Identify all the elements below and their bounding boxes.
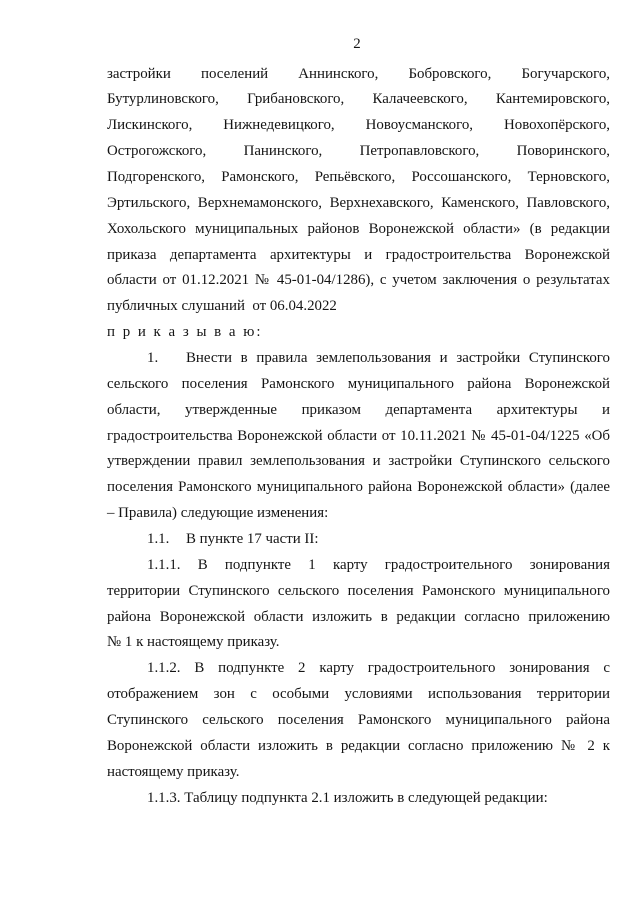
paragraph-line: Ступинского сельского поселения Рамонского муниципального района (107, 711, 610, 728)
paragraph-line: Воронежской области изложить в редакции согласно приложению № 2 к (107, 737, 610, 754)
paragraph-line: Лискинского, Нижнедевицкого, Новоусманского, Новохопёрского, (107, 117, 610, 134)
order-word: п р и к а з ы в а ю: (107, 324, 263, 341)
item-first-line (107, 346, 610, 372)
paragraph-line: В пункте 17 части II: (186, 530, 319, 547)
paragraph-line: поселения Рамонского муниципального района Воронежской области» (далее (107, 479, 610, 496)
paragraph-line: Внести в правила землепользования и застройки Ступинского (186, 349, 610, 366)
paragraph-line: – Правила) следующие изменения: (107, 505, 329, 522)
item-1 (107, 346, 610, 527)
paragraph-line: района Воронежской области изложить в редакции согласно приложению (107, 608, 610, 625)
paragraph-line: Острогожского, Панинского, Петропавловского, Поворинского, (107, 143, 610, 160)
item-1-1-2 (107, 656, 610, 785)
paragraph-line: В подпункте 1 карту градостроительного зонирования (197, 556, 610, 573)
item-1-1 (107, 527, 610, 553)
paragraph-line: отображением зон с особыми условиями использования территории (107, 686, 610, 703)
item-1-1-1 (107, 553, 610, 656)
item-first-line (107, 553, 610, 579)
item-number: 1.1. (147, 530, 170, 547)
paragraph-line: публичных слушаний от 06.04.2022 (107, 298, 337, 315)
paragraph-line: Хохольского муниципальных районов Воронежской области» (в редакции (107, 220, 610, 237)
item-number: 1.1.2. (147, 660, 181, 677)
intro-paragraph (107, 62, 610, 321)
paragraph-line: В подпункте 2 карту градостроительного зонирования с (194, 660, 610, 677)
paragraph-line: территории Ступинского сельского поселения Рамонского муниципального (107, 582, 610, 599)
paragraph-line: области, утвержденные приказом департамента архитектуры и (107, 401, 610, 418)
item-first-line (107, 656, 610, 682)
paragraph-line: застройки поселений Аннинского, Бобровского, Богучарского, (107, 65, 610, 82)
item-number: 1. (147, 349, 159, 366)
item-first-line (107, 786, 610, 812)
document-body (107, 62, 610, 812)
page-number: 2 (353, 36, 361, 52)
paragraph-line: утверждении правил землепользования и застройки Ступинского сельского (107, 453, 610, 470)
item-1-1-3 (107, 786, 610, 812)
paragraph-line: градостроительства Воронежской области от 10.11.2021 № 45-01-04/1225 «Об (107, 427, 610, 444)
paragraph-line: приказа департамента архитектуры и градостроительства Воронежской (107, 246, 610, 263)
paragraph-line: Эртильского, Верхнемамонского, Верхнехавского, Каменского, Павловского, (107, 194, 610, 211)
paragraph-line: Таблицу подпункта 2.1 изложить в следующей редакции: (184, 789, 548, 806)
item-number: 1.1.3. (147, 789, 181, 806)
paragraph-line: настоящему приказу. (107, 763, 240, 780)
paragraph-line: Подгоренского, Рамонского, Репьёвского, Россошанского, Терновского, (107, 168, 610, 185)
item-first-line (107, 527, 610, 553)
item-number: 1.1.1. (147, 556, 181, 573)
paragraph-line: № 1 к настоящему приказу. (107, 634, 280, 651)
paragraph-line: сельского поселения Рамонского муниципального района Воронежской (107, 375, 610, 392)
paragraph-line: Бутурлиновского, Грибановского, Калачеевского, Кантемировского, (107, 91, 610, 108)
paragraph-line: области от 01.12.2021 № 45-01-04/1286), с учетом заключения о результатах (107, 272, 610, 289)
